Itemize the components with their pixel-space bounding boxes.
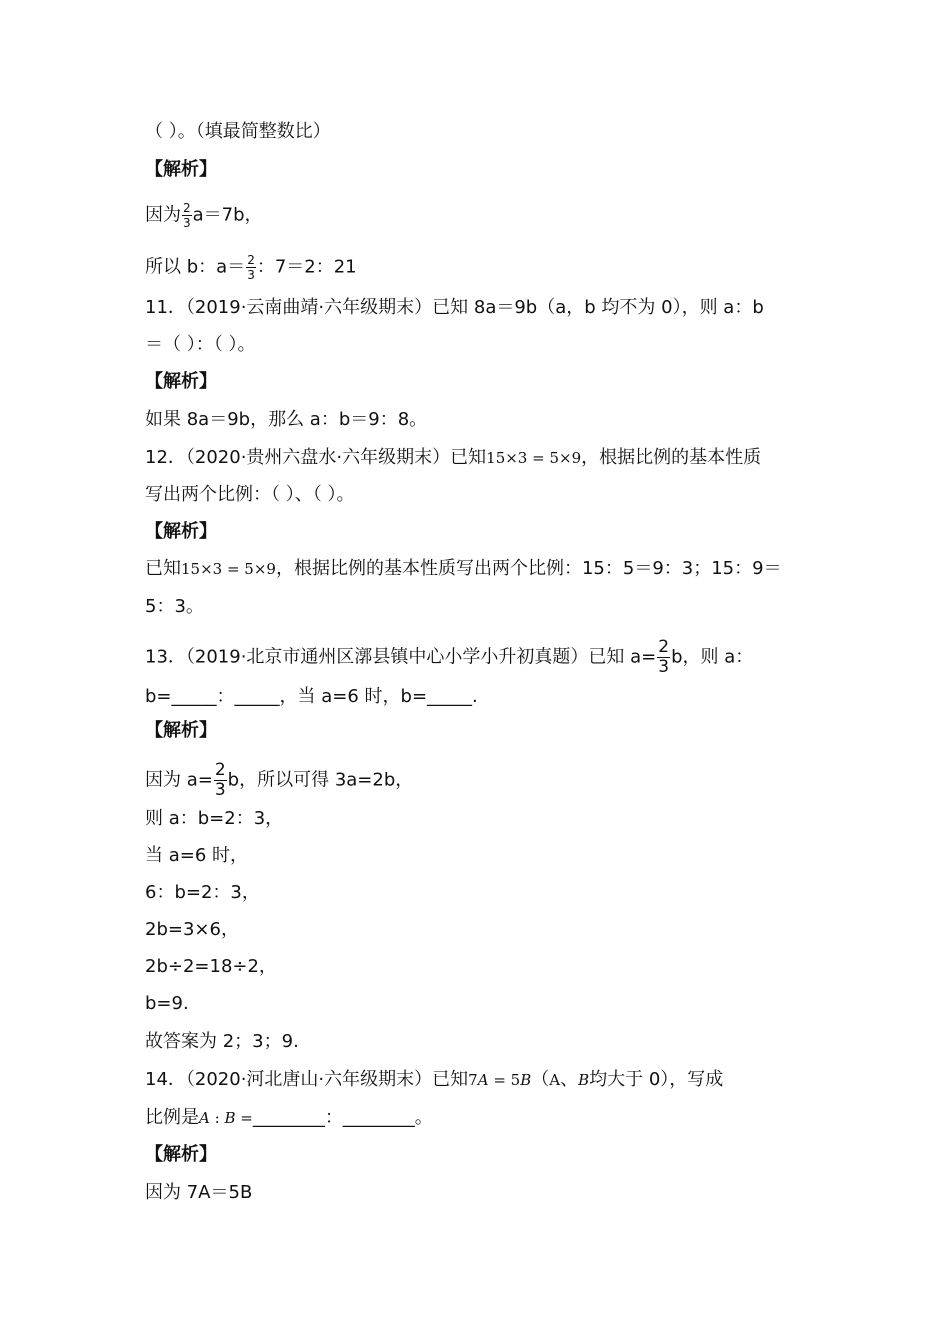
math-expression: A : B = (199, 1109, 253, 1127)
question-14-blank-line: 比例是A : B =________：________。 (145, 1107, 433, 1128)
math-variable: B (578, 1071, 590, 1089)
analysis-heading: 【解析】 (145, 1144, 217, 1165)
question-11-blank-line: ＝（ ）：（ ）。 (145, 334, 256, 355)
analysis-heading: 【解析】 (145, 371, 217, 392)
analysis-line: b=9. (145, 993, 189, 1014)
analysis-line: 则 a：b=2：3， (145, 808, 284, 829)
question-12: 12．（2020·贵州六盘水·六年级期末）已知15×3 = 5×9，根据比例的基本性质 (145, 447, 762, 468)
question-12-blank-line: 写出两个比例：（ ）、（ ）。 (145, 484, 355, 505)
analysis-heading: 【解析】 (145, 720, 217, 741)
analysis-line: 2b÷2=18÷2， (145, 956, 277, 977)
question-13-blank-line: b=_____：_____，当 a=6 时，b=_____. (145, 686, 478, 707)
analysis-line: 2b=3×6， (145, 919, 239, 940)
analysis-heading: 【解析】 (145, 159, 217, 180)
analysis-line: 当 a=6 时， (145, 845, 249, 866)
analysis-line: 因为 a= $\frac{2}{3}$ b，所以可得 3a=2b， (145, 760, 414, 800)
fraction: $\frac{2}{3}$ (658, 637, 670, 677)
math-expression: 7A = 5B (468, 1071, 532, 1089)
math-variable: A (549, 1071, 561, 1089)
question-13: 13．（2019·北京市通州区漷县镇中心小学小升初真题）已知 a= $\frac{2}{3}$ b，则 a： (145, 637, 754, 677)
math-expression: 15×3 = 5×9 (181, 560, 276, 578)
question-10-blank-line: （ ）。（填最简整数比） (145, 121, 331, 142)
question-11: 11．（2019·云南曲靖·六年级期末）已知 8a＝9b（a，b 均不为 0），则 a：b (145, 297, 764, 318)
answer-line: 故答案为 2；3；9. (145, 1031, 299, 1052)
analysis-heading: 【解析】 (145, 521, 217, 542)
math-expression: 15×3 = 5×9 (486, 449, 582, 467)
fraction: $\frac{2}{3}$ (247, 253, 255, 282)
analysis-line: 因为 7A＝5B (145, 1182, 253, 1203)
analysis-line: 已知15×3 = 5×9，根据比例的基本性质写出两个比例：15：5＝9：3；15：9＝ (145, 558, 782, 579)
analysis-line: 因为 $\frac{2}{3}$ a＝7b， (145, 201, 263, 230)
analysis-line: 5：3。 (145, 596, 204, 617)
analysis-line: 6：b=2：3， (145, 882, 260, 903)
fraction: $\frac{2}{3}$ (214, 760, 226, 800)
fraction: $\frac{2}{3}$ (183, 201, 191, 230)
analysis-line: 所以 b：a＝ $\frac{2}{3}$ ：7＝2：21 (145, 253, 357, 282)
analysis-line: 如果 8a＝9b，那么 a：b＝9：8。 (145, 409, 428, 430)
question-14: 14．（2020·河北唐山·六年级期末）已知7A = 5B（A、B均大于 0），写成 (145, 1069, 724, 1090)
